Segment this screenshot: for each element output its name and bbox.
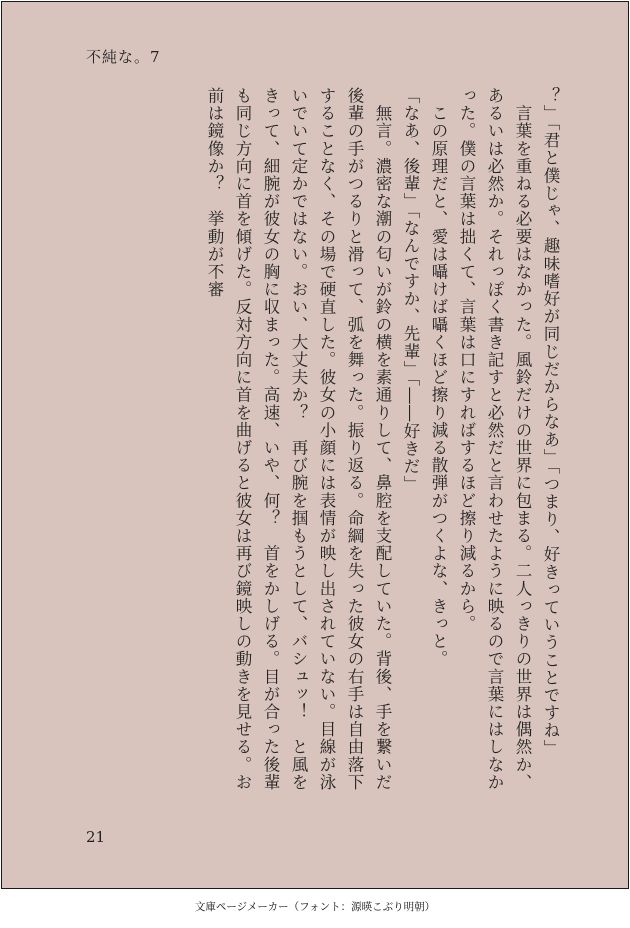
paragraph: ？」「君と僕じゃ、趣味嗜好が同じだからなあ」「つまり、好きっていうことですね」 [541,87,560,757]
paragraph: 無言。濃密な潮の匂いが鈴の横を素通りして、鼻腔を支配していた。背後、手を繋いだ後輩の手がつるりと滑って、弧を舞った。振り返る。命綱を失った彼女の右手は自由落下することなく、その場で硬直した。彼女の小顔には表情が映し出されていない。目線が泳いでいて定かではない。おい、大丈夫か？ 再び腕を掴もうとして、バシュッ！ と風をきって、細腕が彼女の胸に収まった。高速、いや、何？ 首をかしげる。目が合った後輩も同じ方向に首を傾げた。反対方向に首を曲げると彼女は再び鏡映しの動きを見せる。お前は鏡像か？ 挙動が不審 [205,87,392,791]
running-title: 不純な。7 [86,48,161,66]
footer-credit: 文庫ページメーカー（フォント：源暎こぶり明朝） [194,901,436,913]
book-page [1,1,629,889]
paragraph: この原理だと、愛は囁けば囁くほど擦り減る散弾がつくよな、きっと。 [429,87,448,668]
page-number: 21 [86,828,106,846]
paragraph: 言葉を重ねる必要はなかった。風鈴だけの世界に包まる。二人っきりの世界は偶然か、あるいは必然か。それっぽく書き記すと必然だと言わせたように映るので言葉にはしなかった。僕の言葉は拙くて、言葉は口にすればするほど擦り減るから。 [457,87,532,791]
paragraph: 「なあ、後輩」「なんですか、先輩」「――好きだ」 [401,87,420,493]
body-text [82,87,564,805]
